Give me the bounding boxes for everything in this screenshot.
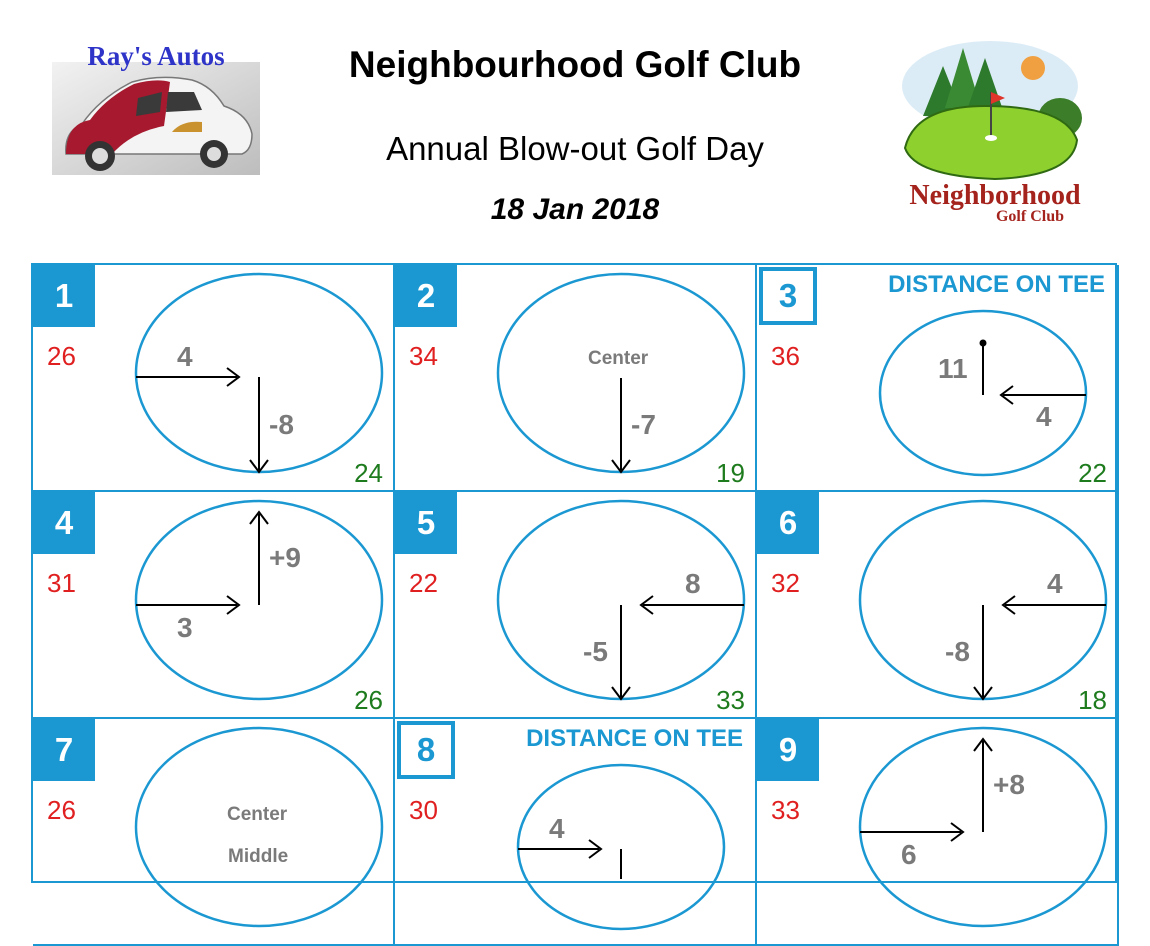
red-score: 36: [771, 341, 800, 371]
horizontal-offset: 4: [1047, 568, 1063, 599]
hole-card-6: [757, 492, 1119, 719]
green-score: 24: [354, 458, 383, 488]
red-score: 26: [47, 341, 76, 371]
hole-number: 5: [395, 492, 457, 554]
center-label: Center: [588, 348, 649, 369]
horizontal-offset: 3: [177, 612, 193, 643]
green-score: 18: [1078, 685, 1107, 715]
hole-card-8: [395, 719, 757, 946]
sponsor-logo: [52, 40, 260, 175]
hole-card-1: [33, 265, 395, 492]
sponsor-name: Ray's Autos: [87, 41, 225, 71]
distance-on-tee-label: DISTANCE ON TEE: [888, 271, 1105, 298]
red-score: 33: [771, 795, 800, 825]
vertical-offset: 11: [938, 353, 968, 384]
page-title: Neighbourhood Golf Club: [348, 44, 802, 85]
holes-grid: [31, 263, 1117, 883]
horizontal-offset: 4: [177, 341, 193, 372]
horizontal-offset: 8: [685, 568, 701, 599]
hole-card-2: [395, 265, 757, 492]
vintage-car-image: [52, 62, 260, 175]
green-score: 26: [354, 685, 383, 715]
red-score: 22: [409, 568, 438, 598]
hole-card-3: [757, 265, 1119, 492]
vertical-offset: -8: [269, 409, 294, 440]
hole-card-4: [33, 492, 395, 719]
green-score: 33: [716, 685, 745, 715]
vertical-offset: +8: [993, 769, 1025, 800]
club-logo: [895, 36, 1095, 231]
hole-number: 6: [757, 492, 819, 554]
horizontal-offset: 6: [901, 839, 917, 870]
vertical-offset: -5: [583, 636, 608, 667]
red-score: 26: [47, 795, 76, 825]
hole-number: 4: [33, 492, 95, 554]
hole-number: 2: [395, 265, 457, 327]
vertical-offset: -8: [945, 636, 970, 667]
red-score: 31: [47, 568, 76, 598]
hole-number: 7: [33, 719, 95, 781]
vertical-offset: -7: [631, 409, 656, 440]
green-score: 22: [1078, 458, 1107, 488]
hole-number: 3: [759, 267, 817, 325]
event-subtitle: Annual Blow-out Golf Day: [386, 130, 764, 167]
hole-number: 1: [33, 265, 95, 327]
club-logo-sub: Golf Club: [995, 208, 1064, 225]
club-logo-name: Neighborhood: [909, 180, 1081, 211]
distance-on-tee-label: DISTANCE ON TEE: [526, 725, 743, 752]
hole-number: 9: [757, 719, 819, 781]
hole-card-7: [33, 719, 395, 946]
red-score: 30: [409, 795, 438, 825]
hole-card-5: [395, 492, 757, 719]
red-score: 32: [771, 568, 800, 598]
event-date: 18 Jan 2018: [490, 193, 660, 226]
red-score: 34: [409, 341, 438, 371]
horizontal-offset: 4: [1036, 401, 1052, 432]
hole-number: 8: [397, 721, 455, 779]
horizontal-offset: 4: [549, 813, 565, 844]
golf-green-icon: [895, 36, 1095, 186]
middle-label: Middle: [228, 846, 289, 867]
green-score: 19: [716, 458, 745, 488]
vertical-offset: +9: [269, 542, 301, 573]
hole-card-9: [757, 719, 1119, 946]
center-label: Center: [227, 804, 288, 825]
